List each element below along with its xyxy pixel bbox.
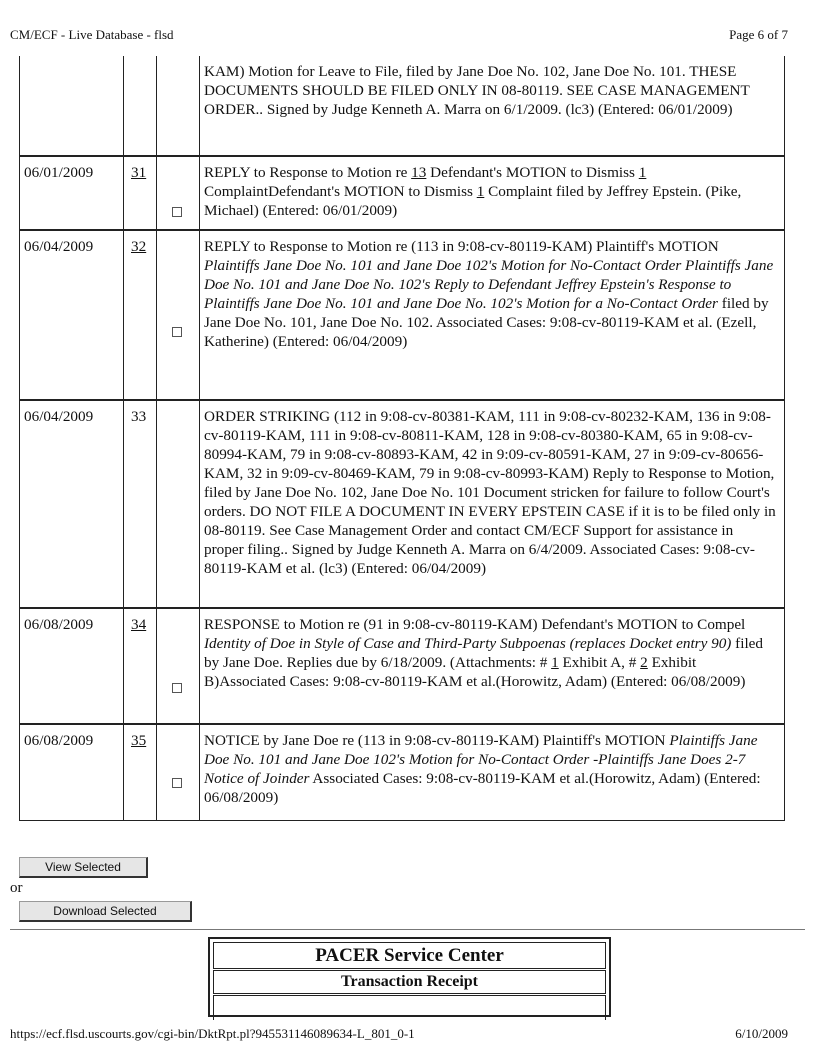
pacer-subtitle: Transaction Receipt — [213, 970, 606, 994]
motion-title: Plaintiffs Jane Doe No. 101 and Jane Doe 102's Motion for No-Contact Order Plaintiffs Jane Doe No. 101 and Jane Doe No. 102's Reply to Defendant Jeffrey Epstein's Response to Plaintiffs Jane Doe No. 101 and Jane Doe No. 102's Motion for a No-Contact Order — [204, 257, 774, 312]
doc-number-cell — [124, 156, 157, 230]
doc-number-link[interactable]: 34 — [131, 616, 147, 633]
docket-text — [200, 608, 785, 724]
text-span: filed by Jane Doe. Replies due by 6/18/2009. (Attachments: # — [204, 635, 764, 671]
text-span: REPLY to Response to Motion re (113 in 9:08-cv-80119-KAM) Plaintiff's MOTION — [204, 238, 719, 255]
docket-text — [200, 230, 785, 400]
entry-date: 06/04/2009 — [20, 400, 124, 608]
text-span: Complaint filed by Jeffrey Epstein. (Pike, Michael) (Entered: 06/01/2009) — [204, 183, 742, 219]
attachment-link[interactable]: 2 — [640, 654, 648, 671]
doc-number-link[interactable]: 32 — [131, 238, 147, 255]
checkbox-cell — [157, 230, 200, 400]
doc-link[interactable]: 1 — [476, 183, 485, 200]
text-span: ComplaintDefendant's MOTION to Dismiss — [204, 183, 477, 200]
doc-link[interactable]: 1 — [638, 164, 647, 181]
attachment-link[interactable]: 1 — [551, 654, 559, 671]
footer-date: 6/10/2009 — [735, 1026, 788, 1041]
divider — [10, 929, 805, 930]
table-row — [20, 156, 785, 230]
select-checkbox[interactable] — [172, 207, 182, 217]
footer-url: https://ecf.flsd.uscourts.gov/cgi-bin/DktRpt.pl?945531146089634-L_801_0-1 — [10, 1026, 415, 1041]
doc-number-cell — [124, 724, 157, 820]
entry-date: 06/01/2009 — [20, 156, 124, 230]
motion-title: Plaintiffs Jane Doe No. 101 and Jane Doe 102's Motion for No-Contact Order -Plaintiffs Jane Does 2-7 Notice of Joinder — [204, 732, 758, 787]
table-row — [20, 724, 785, 820]
checkbox-cell — [157, 156, 200, 230]
table-row — [20, 608, 785, 724]
text-span: Defendant's MOTION to Dismiss — [426, 164, 639, 181]
select-checkbox[interactable] — [172, 327, 182, 337]
pacer-receipt-box — [208, 937, 611, 1017]
text-span: RESPONSE to Motion re (91 in 9:08-cv-80119-KAM) Defendant's MOTION to Compel — [204, 616, 746, 633]
docket-text — [200, 156, 785, 230]
table-row — [20, 400, 785, 608]
select-checkbox[interactable] — [172, 683, 182, 693]
doc-number-cell — [124, 56, 157, 156]
text-span: Exhibit B)Associated Cases: 9:08-cv-80119-KAM et al.(Horowitz, Adam) (Entered: 06/08/2009) — [204, 654, 746, 690]
doc-number-cell: 33 — [124, 400, 157, 608]
docket-table — [19, 56, 785, 821]
doc-number-cell — [124, 608, 157, 724]
checkbox-cell — [157, 608, 200, 724]
pacer-title: PACER Service Center — [213, 942, 606, 969]
docket-text: KAM) Motion for Leave to File, filed by Jane Doe No. 102, Jane Doe No. 101. THESE DOCUMENTS SHOULD BE FILED ONLY IN 08-80119. SEE CASE MANAGEMENT ORDER.. Signed by Judge Kenneth A. Marra on 6/1/2009. (lc3) (Entered: 06/01/2009) — [200, 56, 785, 156]
doc-link[interactable]: 13 — [411, 164, 427, 181]
date-cell — [20, 56, 124, 156]
text-span: Associated Cases: 9:08-cv-80119-KAM et al.(Horowitz, Adam) (Entered: 06/08/2009) — [204, 770, 761, 806]
docket-text — [200, 724, 785, 820]
doc-number-link[interactable]: 35 — [131, 732, 147, 749]
text-span: NOTICE by Jane Doe re (113 in 9:08-cv-80119-KAM) Plaintiff's MOTION — [204, 732, 670, 749]
table-row-continued — [20, 56, 785, 156]
table-row — [20, 230, 785, 400]
or-label: or — [10, 880, 23, 896]
page-number: Page 6 of 7 — [729, 27, 788, 42]
doc-number-link[interactable]: 31 — [131, 164, 147, 181]
motion-title: Identity of Doe in Style of Case and Third-Party Subpoenas (replaces Docket entry 90) — [204, 635, 732, 652]
entry-date: 06/08/2009 — [20, 724, 124, 820]
checkbox-cell — [157, 56, 200, 156]
doc-number-cell — [124, 230, 157, 400]
text-span: REPLY to Response to Motion re — [204, 164, 412, 181]
view-selected-button[interactable]: View Selected — [19, 857, 148, 878]
entry-date: 06/08/2009 — [20, 608, 124, 724]
docket-text: ORDER STRIKING (112 in 9:08-cv-80381-KAM, 111 in 9:08-cv-80232-KAM, 136 in 9:08-cv-80119-KAM, 111 in 9:08-cv-80811-KAM, 128 in 9:08-cv-80380-KAM, 65 in 9:08-cv-80994-KAM, 79 in 9:08-cv-80893-KAM, 42 in 9:09-cv-80591-KAM, 27 in 9:09-cv-80656-KAM, 32 in 9:09-cv-80469-KAM, 79 in 9:08-cv-80993-KAM) Reply to Response to Motion, filed by Jane Doe No. 102, Jane Doe No. 101 Document stricken for failure to follow Court's orders. DO NOT FILE A DOCUMENT IN EVERY EPSTEIN CASE if it is to be filed only in 08-80119. See Case Management Order and contact CM/ECF Support for assistance in proper filing.. Signed by Judge Kenneth A. Marra on 6/4/2009. Associated Cases: 9:08-cv-80119-KAM et al. (lc3) (Entered: 06/04/2009) — [200, 400, 785, 608]
entry-date: 06/04/2009 — [20, 230, 124, 400]
download-selected-button[interactable]: Download Selected — [19, 901, 192, 922]
checkbox-cell — [157, 400, 200, 608]
text-span: Exhibit A, # — [558, 654, 641, 671]
page-header-title: CM/ECF - Live Database - flsd — [10, 27, 174, 42]
text-span: filed by Jane Doe No. 101, Jane Doe No. 102. Associated Cases: 9:08-cv-80119-KAM et al. (Ezell, Katherine) (Entered: 06/04/2009) — [204, 295, 769, 350]
pacer-receipt-row — [213, 995, 606, 1020]
checkbox-cell — [157, 724, 200, 820]
select-checkbox[interactable] — [172, 778, 182, 788]
